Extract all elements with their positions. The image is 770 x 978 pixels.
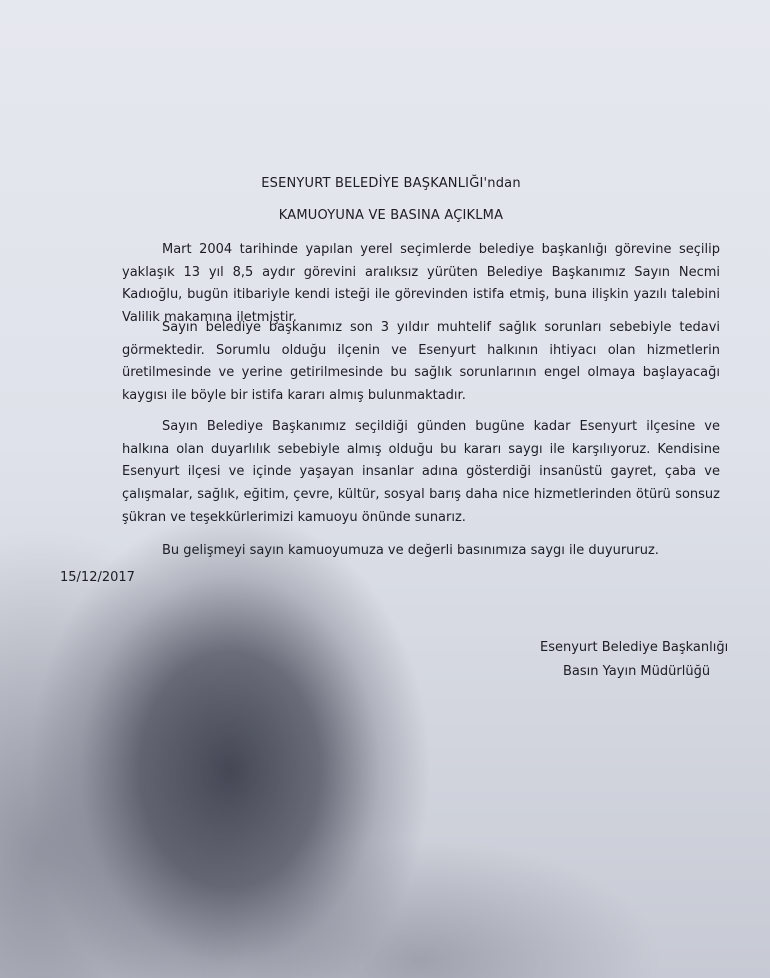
document-heading: ESENYURT BELEDİYE BAŞKANLIĞI'ndan [261, 176, 521, 191]
signature-department: Basın Yayın Müdürlüğü [563, 664, 711, 679]
document-date: 15/12/2017 [60, 570, 135, 585]
document-subheading: KAMUOYUNA VE BASINA AÇIKLMA [278, 208, 504, 223]
paragraph-4: Bu gelişmeyi sayın kamuoyumuza ve değerli basınımıza saygı ile duyururuz. [162, 543, 659, 558]
paragraph-3: Sayın Belediye Başkanımız seçildiği günden bugüne kadar Esenyurt ilçesine ve halkına olan duyarlılık sebebiyle almış olduğu bu kararı saygı ile karşılıyoruz. Kendisine Esenyurt ilçesi ve içinde yaşayan insanlar adına gösterdiği insanüstü gayret, çaba ve çalışmalar, sağlık, eğitim, çevre, kültür, sosyal barış daha nice hizmetlerinden ötürü sonsuz şükran ve teşekkürlerimizi kamuoyu önünde sunarız. [122, 419, 720, 525]
signature-institution: Esenyurt Belediye Başkanlığı [540, 640, 729, 655]
paragraph-2: Sayın belediye başkanımız son 3 yıldır muhtelif sağlık sorunları sebebiyle tedavi görmektedir. Sorumlu olduğu ilçenin ve Esenyurt halkının ihtiyacı olan hizmetlerin üretilmesinde ve yerine getirilmesinde bu sağlık sorunlarının engel olmaya başlayacağı kaygısı ile böyle bir istifa kararı almış bulunmaktadır. [122, 320, 720, 404]
paragraph-1: Mart 2004 tarihinde yapılan yerel seçimlerde belediye başkanlığı görevine seçilip yaklaşık 13 yıl 8,5 aydır görevini aralıksız yürüten Belediye Başkanımız Sayın Necmi Kadıoğlu, bugün itibariyle kendi isteği ile görevinden istifa etmiş, buna ilişkin yazılı talebini Valilik makamına iletmiştir. [122, 242, 720, 326]
